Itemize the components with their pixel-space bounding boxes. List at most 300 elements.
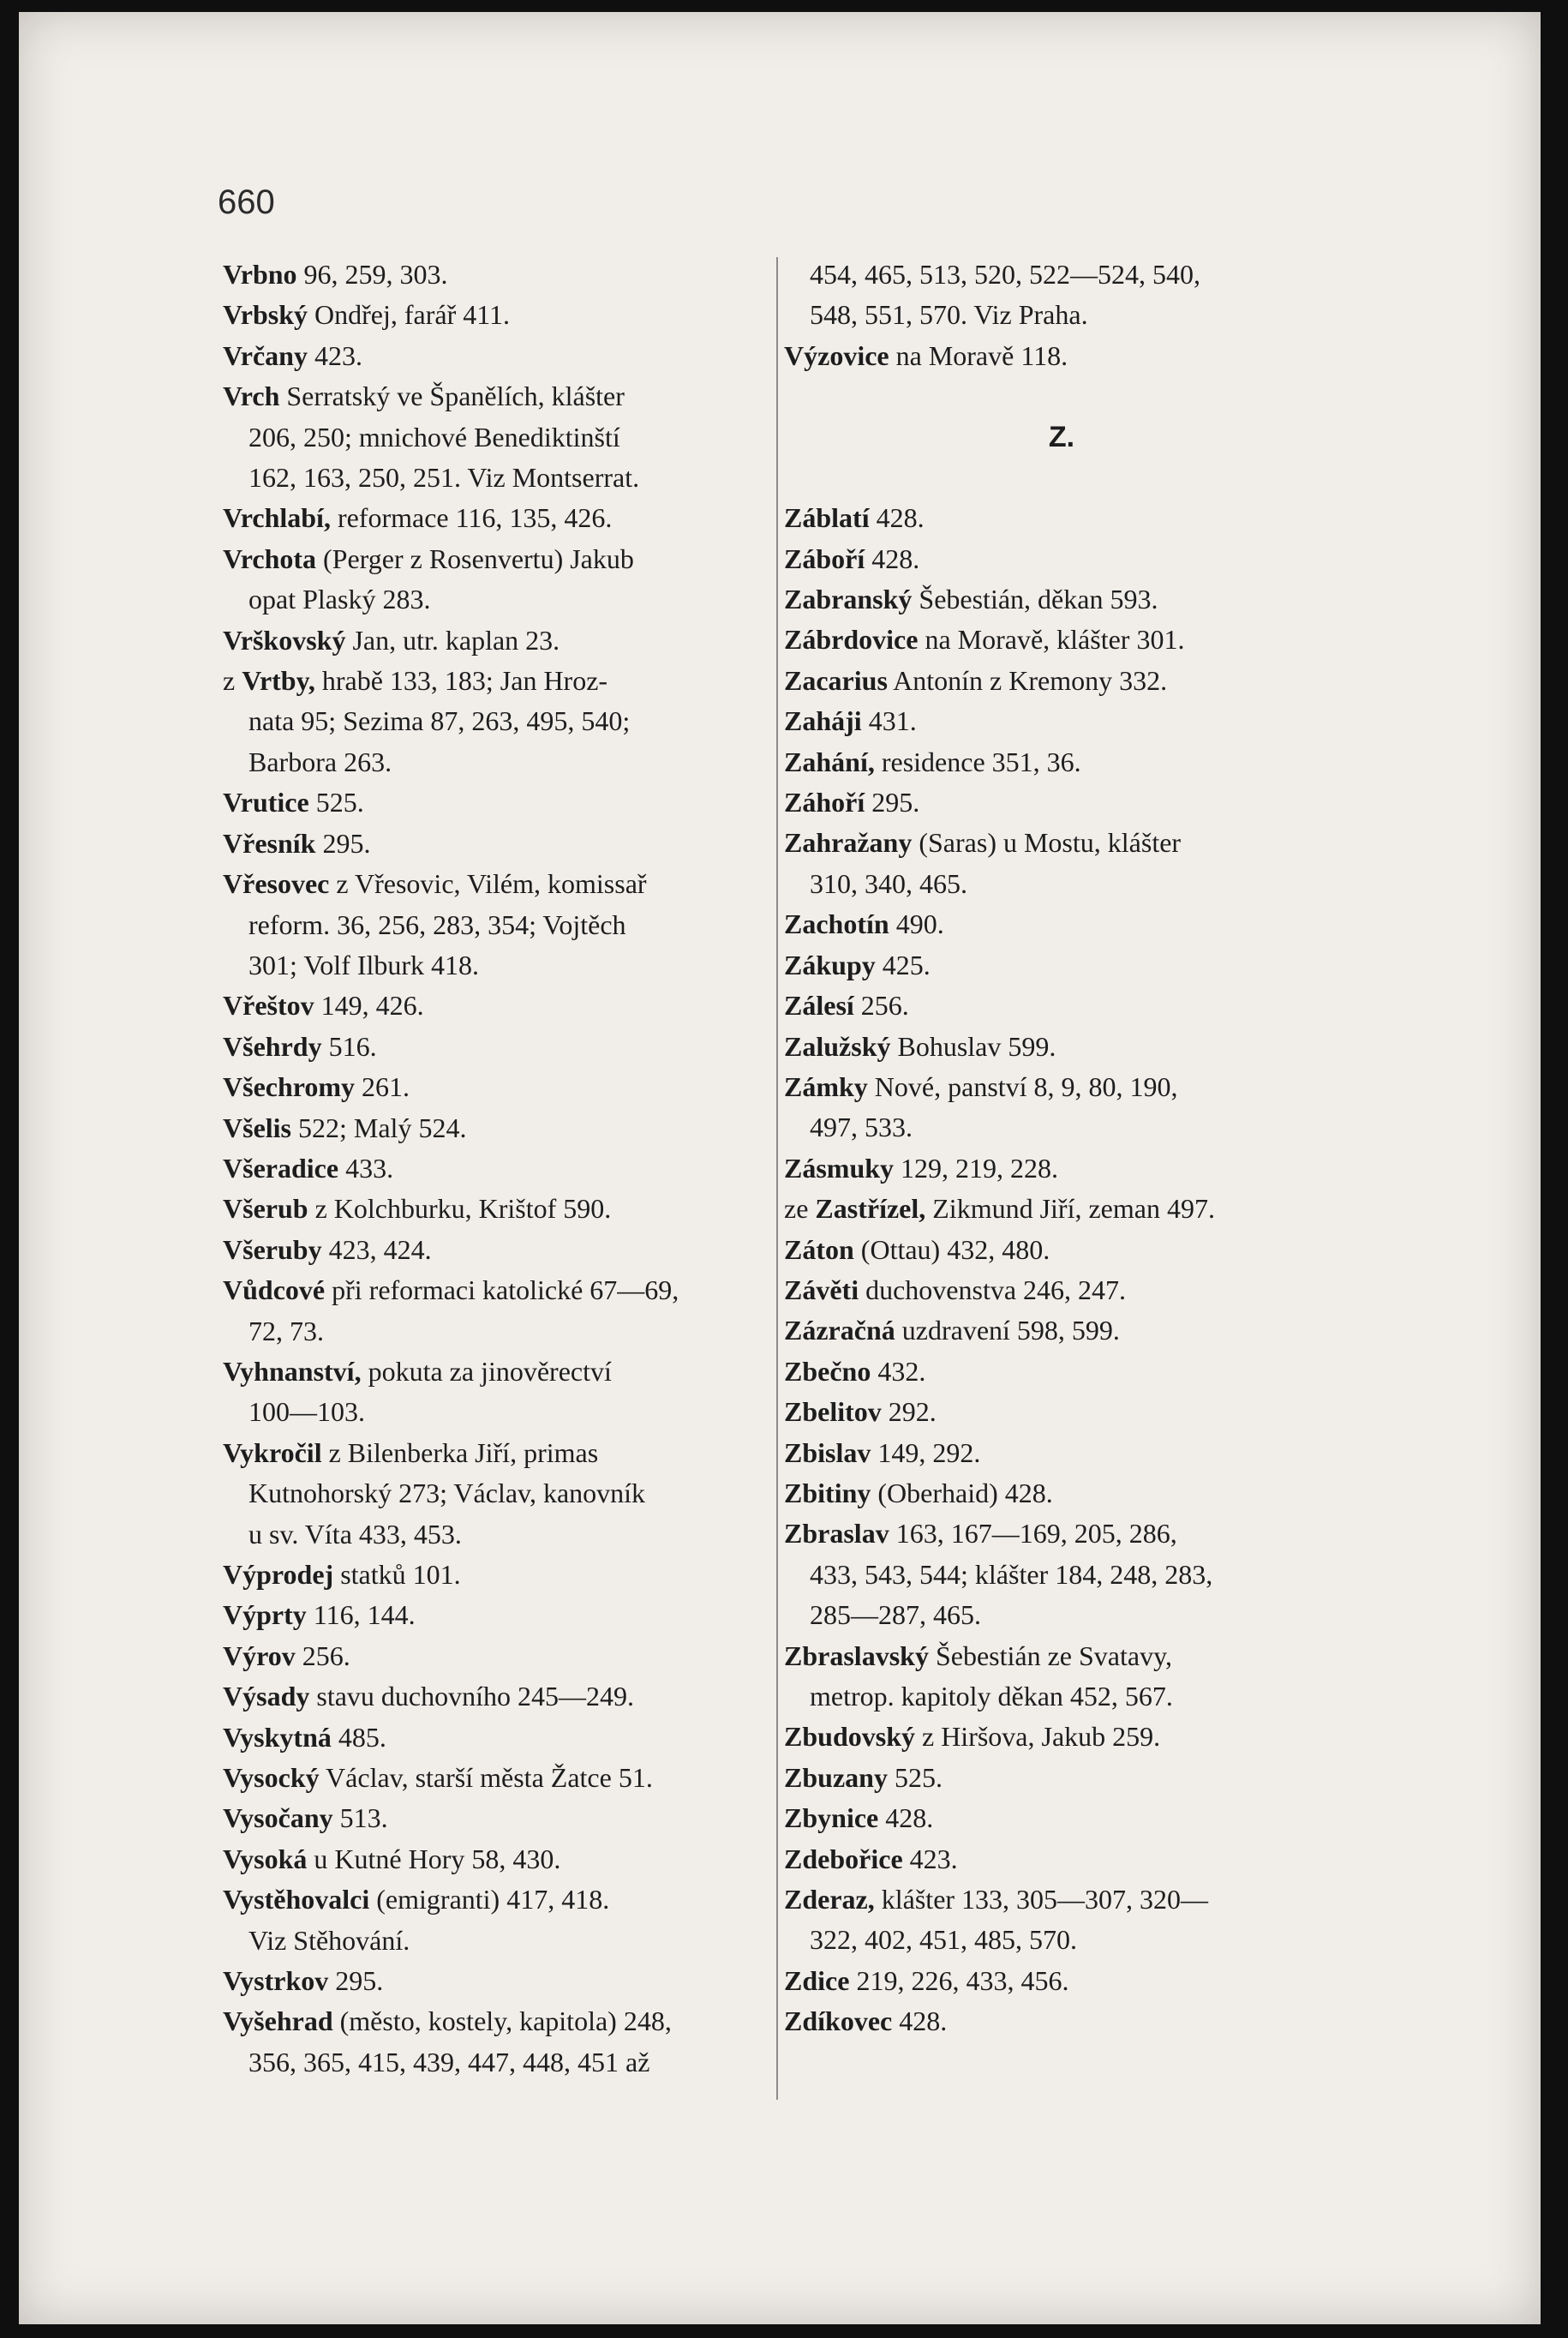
entry-first-line <box>784 1839 1339 1879</box>
entry-text: 162, 163, 250, 251. Viz Montserrat. <box>248 462 640 494</box>
entry-text: 428. <box>865 543 920 574</box>
entry-text: hrabě 133, 183; Jan Hroz- <box>314 665 608 697</box>
index-entry <box>784 661 1339 701</box>
index-entry <box>223 376 771 498</box>
index-entry <box>784 1636 1339 1718</box>
entry-text: klášter 133, 305—307, 320— <box>874 1884 1209 1915</box>
entry-text: 295. <box>865 787 920 818</box>
entry-headword: Zázračná <box>784 1315 895 1346</box>
index-entry <box>223 1879 771 1961</box>
entry-first-line <box>784 579 1339 620</box>
entry-text: u Kutné Hory 58, 430. <box>307 1843 561 1874</box>
index-entry <box>784 1879 1339 1961</box>
entry-headword: Zbuzany <box>784 1761 888 1793</box>
entry-headword: Vrtby, <box>242 665 315 697</box>
index-entry <box>784 782 1339 823</box>
entry-text: 129, 219, 228. <box>894 1152 1059 1184</box>
index-entry <box>784 336 1339 376</box>
entry-text: 428. <box>869 502 925 534</box>
entry-first-line <box>784 1189 1339 1229</box>
entry-text: 285—287, 465. <box>810 1599 981 1631</box>
entry-headword: Zásmuky <box>784 1152 895 1184</box>
entry-continuation-line <box>223 1311 771 1352</box>
entry-first-line <box>784 1270 1339 1310</box>
entry-headword: Vyhnanství, <box>223 1355 362 1387</box>
entry-first-line <box>784 823 1339 863</box>
entry-headword: Závěti <box>784 1274 859 1305</box>
entry-text: Václav, starší města Žatce 51. <box>319 1762 653 1794</box>
entry-text: 423, 424. <box>321 1233 432 1265</box>
index-entry <box>223 1961 771 2001</box>
entry-text: 219, 226, 433, 456. <box>849 1964 1069 1996</box>
index-entry <box>784 1839 1339 1879</box>
entry-first-line <box>223 1961 771 2001</box>
entry-headword: Zaháji <box>784 705 862 737</box>
entry-text: nata 95; Sezima 87, 263, 495, 540; <box>248 705 631 737</box>
entry-text: 425. <box>875 949 931 980</box>
index-entry <box>784 986 1339 1026</box>
entry-continuation-line <box>223 1473 771 1514</box>
entry-first-line <box>784 904 1339 944</box>
index-entry <box>223 986 771 1026</box>
index-entry <box>223 295 771 335</box>
entry-first-line <box>223 1758 771 1798</box>
index-column-right <box>784 255 1339 2042</box>
entry-text: Jan, utr. kaplan 23. <box>345 624 560 656</box>
index-entry <box>223 1798 771 1838</box>
index-entry <box>223 1718 771 1758</box>
entry-first-line <box>784 945 1339 986</box>
entry-first-line <box>223 1067 771 1107</box>
entry-text: u sv. Víta 433, 453. <box>248 1518 462 1550</box>
entry-text: Viz Stěhování. <box>248 1924 410 1956</box>
index-entry <box>223 498 771 538</box>
entry-first-line <box>223 1027 771 1067</box>
column-divider <box>776 257 778 2100</box>
entry-first-line <box>784 1879 1339 1920</box>
entry-headword: Vřeštov <box>223 990 314 1022</box>
entry-first-line <box>223 1148 771 1189</box>
index-entry <box>223 1027 771 1067</box>
entry-first-line <box>223 295 771 335</box>
entry-headword: Všeradice <box>223 1152 339 1184</box>
entry-headword: Záton <box>784 1233 854 1265</box>
entry-headword: Zálesí <box>784 990 854 1022</box>
index-entry <box>784 904 1339 944</box>
entry-text: 322, 402, 451, 485, 570. <box>810 1924 1077 1956</box>
entry-text: 356, 365, 415, 439, 447, 448, 451 až <box>248 2046 650 2077</box>
entry-text: stavu duchovního 245—249. <box>309 1681 634 1712</box>
entry-continuation-line <box>223 742 771 782</box>
index-entry <box>784 1310 1339 1351</box>
entry-text: 525. <box>308 787 364 818</box>
entry-text: 513. <box>332 1802 388 1834</box>
index-column-left <box>223 255 771 2083</box>
entry-headword: Zbraslav <box>784 1518 889 1550</box>
entry-headword: Vrbský <box>223 299 308 331</box>
entry-headword: Vysocký <box>223 1762 320 1794</box>
entry-headword: Vrutice <box>223 787 309 818</box>
entry-first-line <box>223 1839 771 1879</box>
index-entry <box>784 823 1339 904</box>
entry-prefix: ze <box>784 1193 816 1225</box>
entry-text: z Kolchburku, Krištof 590. <box>308 1193 612 1225</box>
entry-first-line <box>223 1352 771 1392</box>
entry-text: residence 351, 36. <box>874 746 1081 777</box>
entry-continuation-line <box>784 864 1339 904</box>
entry-continuation-line: 548, 551, 570. Viz Praha. <box>810 299 1088 331</box>
entry-continuation-line <box>223 1514 771 1555</box>
entry-text: z Vřesovic, Vilém, komissař <box>329 868 647 900</box>
entry-headword: Zbynice <box>784 1802 879 1834</box>
entry-text: (Ottau) 432, 480. <box>853 1233 1050 1265</box>
entry-text: pokuta za jinověrectví <box>361 1355 612 1387</box>
entry-continuation-line <box>223 945 771 986</box>
entry-continuation-line <box>223 579 771 620</box>
entry-first-line <box>223 2001 771 2041</box>
entry-text: 522; Malý 524. <box>291 1112 467 1143</box>
index-entry <box>784 1717 1339 1757</box>
entry-continuation-line <box>223 905 771 945</box>
entry-headword: Vykročil <box>223 1436 322 1468</box>
entry-first-line <box>784 620 1339 660</box>
entry-first-line <box>784 1433 1339 1473</box>
entry-first-line <box>784 1636 1339 1676</box>
index-entry <box>223 1352 771 1433</box>
index-entry <box>784 701 1339 741</box>
entry-text: Zikmund Jiří, zeman 497. <box>925 1193 1215 1225</box>
index-entry <box>784 1027 1339 1067</box>
entry-first-line <box>784 1352 1339 1392</box>
entry-headword: Zahání, <box>784 746 875 777</box>
entry-first-line <box>784 1230 1339 1270</box>
section-heading: Z. <box>1048 421 1075 454</box>
entry-headword: Vyšehrad <box>223 2005 333 2037</box>
entry-first-line <box>223 1879 771 1920</box>
entry-first-line <box>223 661 771 701</box>
entry-text: 292. <box>881 1396 937 1428</box>
entry-first-line <box>784 701 1339 741</box>
entry-first-line <box>784 498 1339 538</box>
entry-headword: Vrčany <box>223 339 308 371</box>
index-entry <box>784 1514 1339 1635</box>
entry-text: Bohuslav 599. <box>890 1030 1056 1062</box>
entry-first-line <box>223 376 771 417</box>
index-entry <box>784 620 1339 660</box>
entry-text: 149, 292. <box>871 1436 981 1468</box>
index-entry <box>223 1676 771 1717</box>
entry-text: (Perger z Rosenvertu) Jakub <box>316 543 634 574</box>
entry-text: 490. <box>889 908 944 940</box>
entry-headword: Zalužský <box>784 1030 891 1062</box>
entry-first-line <box>223 1636 771 1676</box>
index-entry <box>784 1473 1339 1514</box>
entry-text: z Bilenberka Jiří, primas <box>321 1436 599 1468</box>
entry-headword: Vyskytná <box>223 1721 332 1753</box>
index-entry <box>784 539 1339 579</box>
index-entry <box>223 1555 771 1595</box>
entry-headword: Vrškovský <box>223 624 346 656</box>
entry-text: (Saras) u Mostu, klášter <box>912 827 1182 859</box>
index-entry <box>784 1961 1339 2001</box>
entry-text: Barbora 263. <box>248 746 392 777</box>
entry-first-line <box>223 1676 771 1717</box>
entry-text: uzdravení 598, 599. <box>895 1315 1120 1346</box>
index-entry <box>223 824 771 864</box>
entry-text: Serratský ve Španělích, klášter <box>279 381 625 412</box>
entry-continuation-line <box>223 458 771 498</box>
index-entry <box>784 1433 1339 1473</box>
entry-headword: Vrbno <box>223 259 297 290</box>
entry-headword: Vystěhovalci <box>223 1884 370 1915</box>
entry-headword: Vřesník <box>223 827 316 859</box>
index-entry <box>784 945 1339 986</box>
entry-continuation-line <box>784 1920 1339 1960</box>
entry-text: 96, 259, 303. <box>296 259 448 290</box>
entry-headword: Zastřízel, <box>815 1193 926 1225</box>
index-entry <box>223 1270 771 1352</box>
entry-first-line <box>784 1027 1339 1067</box>
entry-text: 485. <box>331 1721 386 1753</box>
entry-text: 72, 73. <box>248 1315 324 1346</box>
entry-headword: Zbislav <box>784 1436 871 1468</box>
index-entry <box>223 255 771 295</box>
entry-headword: Vrchlabí, <box>223 502 331 534</box>
entry-headword: Výsady <box>223 1681 310 1712</box>
index-entry <box>223 1758 771 1798</box>
entry-text: 295. <box>328 1965 384 1997</box>
entry-headword: Zbraslavský <box>784 1640 929 1671</box>
index-entry <box>223 1433 771 1555</box>
entry-text: 261. <box>355 1071 410 1103</box>
entry-first-line <box>223 1108 771 1148</box>
index-entry <box>784 1352 1339 1392</box>
entry-headword: Záhoří <box>784 787 865 818</box>
entry-prefix: z <box>223 665 242 697</box>
entry-text: na Moravě, klášter 301. <box>918 624 1185 656</box>
entry-text: opat Plaský 283. <box>248 584 431 615</box>
entry-headword: Zábrdovice <box>784 624 919 656</box>
entry-headword: Vrchota <box>223 543 317 574</box>
entry-headword: Výprty <box>223 1599 307 1631</box>
entry-first-line <box>223 1595 771 1635</box>
entry-continuation-line <box>784 1107 1339 1148</box>
index-entry <box>223 620 771 661</box>
entry-first-line <box>784 1067 1339 1107</box>
entry-text: 206, 250; mnichové Benediktinští <box>248 421 620 453</box>
entry-first-line <box>784 1514 1339 1554</box>
index-entry <box>223 539 771 620</box>
entry-text: 433, 543, 544; klášter 184, 248, 283, <box>810 1558 1213 1590</box>
entry-text: reformace 116, 135, 426. <box>330 502 613 534</box>
entry-first-line <box>223 1270 771 1310</box>
entry-text: Ondřej, farář 411. <box>307 299 511 331</box>
entry-headword: Všehrdy <box>223 1030 322 1062</box>
entry-text: 423. <box>307 339 362 371</box>
entry-first-line <box>223 986 771 1026</box>
entry-continuation-line <box>784 1555 1339 1595</box>
entry-first-line <box>784 1798 1339 1838</box>
entry-first-line <box>784 661 1339 701</box>
entry-text: Kutnohorský 273; Václav, kanovník <box>248 1478 646 1509</box>
entry-continuation-line <box>223 417 771 458</box>
entry-first-line <box>784 1392 1339 1432</box>
entry-first-line <box>223 782 771 823</box>
entry-first-line <box>223 1718 771 1758</box>
index-entry <box>223 1595 771 1635</box>
entry-headword: Zacarius <box>784 664 888 696</box>
entry-text: 301; Volf Ilburk 418. <box>248 949 480 980</box>
entry-text: 163, 167—169, 205, 286, <box>889 1518 1177 1550</box>
entry-headword: Zákupy <box>784 949 876 980</box>
entry-headword: Všelis <box>223 1112 291 1143</box>
entry-text: Šebestián ze Svatavy, <box>928 1640 1172 1671</box>
index-entry <box>223 2001 771 2083</box>
entry-continuation-line <box>223 1921 771 1961</box>
entry-text: při reformaci katolické 67—69, <box>325 1274 679 1306</box>
entry-continuation-line <box>223 701 771 741</box>
page-number: 660 <box>218 183 275 221</box>
index-entry <box>223 1230 771 1270</box>
entry-text: metrop. kapitoly děkan 452, 567. <box>810 1681 1173 1712</box>
index-entry <box>223 1067 771 1107</box>
entry-text: 295. <box>315 827 371 859</box>
entry-first-line <box>223 255 771 295</box>
index-entry <box>223 661 771 782</box>
entry-continuation-line: 454, 465, 513, 520, 522—524, 540, <box>810 259 1200 290</box>
index-entry <box>784 1798 1339 1838</box>
entry-first-line <box>784 742 1339 782</box>
entry-headword: Zbelitov <box>784 1396 882 1428</box>
entry-first-line <box>223 1189 771 1229</box>
entry-first-line <box>223 1433 771 1473</box>
index-entry <box>223 1189 771 1229</box>
entry-headword: Vrch <box>223 381 280 412</box>
entry-text: 149, 426. <box>314 990 424 1022</box>
entry-headword: Výprodej <box>223 1559 334 1590</box>
entry-text: 525. <box>887 1761 943 1793</box>
entry-headword: Všechromy <box>223 1071 356 1103</box>
index-entry <box>223 1636 771 1676</box>
entry-headword: Zdíkovec <box>784 2005 893 2037</box>
entry-headword: Zahražany <box>784 827 913 859</box>
entry-first-line <box>223 498 771 538</box>
index-entry <box>784 579 1339 620</box>
entry-text: 423. <box>902 1843 958 1874</box>
entry-text: Nové, panství 8, 9, 80, 190, <box>867 1070 1178 1102</box>
index-entry <box>223 1108 771 1148</box>
entry-headword: Zachotín <box>784 908 889 940</box>
entry-first-line <box>223 1555 771 1595</box>
entry-first-line <box>784 1717 1339 1757</box>
entry-text: 116, 144. <box>306 1599 416 1631</box>
index-entry <box>784 1270 1339 1310</box>
entry-text: z Hiršova, Jakub 259. <box>914 1721 1161 1753</box>
entry-continuation-line <box>223 1392 771 1432</box>
entry-continuation-line <box>784 1676 1339 1717</box>
entry-text: 428. <box>892 2005 948 2037</box>
entry-first-line <box>784 1310 1339 1351</box>
entry-headword: Vřesovec <box>223 868 330 900</box>
index-entry <box>223 782 771 823</box>
entry-text: 497, 533. <box>810 1112 913 1143</box>
entry-first-line <box>784 1758 1339 1798</box>
entry-text: Antonín z Kremony 332. <box>887 664 1168 696</box>
entry-headword: Výzovice <box>784 339 889 371</box>
index-entry <box>784 1148 1339 1189</box>
entry-headword: Vysočany <box>223 1802 333 1834</box>
entry-text: 431. <box>861 705 917 737</box>
index-entry <box>784 498 1339 538</box>
entry-headword: Zderaz, <box>784 1884 875 1915</box>
entry-text: 310, 340, 465. <box>810 867 967 899</box>
entry-text: Šebestián, děkan 593. <box>912 584 1158 615</box>
entry-headword: Vůdcové <box>223 1274 326 1306</box>
entry-headword: Zbudovský <box>784 1721 915 1753</box>
entry-first-line <box>223 336 771 376</box>
entry-headword: Vysoká <box>223 1843 308 1874</box>
entry-headword: Zbečno <box>784 1355 871 1387</box>
entry-headword: Zdebořice <box>784 1843 903 1874</box>
index-entry <box>784 2001 1339 2041</box>
index-entry <box>784 1230 1339 1270</box>
entry-text: 432. <box>871 1355 926 1387</box>
entry-first-line <box>784 2001 1339 2041</box>
index-entry <box>784 1189 1339 1229</box>
entry-text: duchovenstva 246, 247. <box>859 1274 1127 1305</box>
index-entry <box>223 1148 771 1189</box>
entry-continuation-line <box>223 2042 771 2083</box>
entry-headword: Zdice <box>784 1964 850 1996</box>
book-page <box>19 12 1541 2324</box>
entry-headword: Všerub <box>223 1193 308 1225</box>
index-entry <box>784 1758 1339 1798</box>
entry-first-line <box>784 336 1339 376</box>
entry-headword: Záboří <box>784 543 865 574</box>
entry-first-line <box>784 1148 1339 1189</box>
entry-text: 433. <box>338 1152 394 1184</box>
entry-text: 100—103. <box>248 1396 365 1428</box>
entry-first-line <box>784 1961 1339 2001</box>
index-entry <box>784 1392 1339 1432</box>
entry-first-line <box>784 986 1339 1026</box>
entry-continuation <box>784 255 1339 336</box>
entry-first-line <box>223 539 771 579</box>
entry-continuation-line <box>784 1595 1339 1635</box>
index-entry <box>784 742 1339 782</box>
index-entry <box>223 336 771 376</box>
entry-text: (emigranti) 417, 418. <box>369 1884 610 1915</box>
entry-first-line <box>223 1798 771 1838</box>
entry-headword: Vystrkov <box>223 1965 329 1997</box>
entry-first-line <box>784 782 1339 823</box>
entry-first-line <box>784 539 1339 579</box>
entry-headword: Všeruby <box>223 1233 322 1265</box>
entry-headword: Výrov <box>223 1640 296 1671</box>
entry-first-line <box>784 1473 1339 1514</box>
entry-text: reform. 36, 256, 283, 354; Vojtěch <box>248 908 626 940</box>
entry-first-line <box>223 1230 771 1270</box>
entry-text: 516. <box>321 1030 377 1062</box>
entry-text: (město, kostely, kapitola) 248, <box>332 2005 672 2037</box>
index-entry <box>223 1839 771 1879</box>
index-entry <box>784 1067 1339 1148</box>
entry-text: statků 101. <box>333 1559 461 1590</box>
entry-first-line <box>223 824 771 864</box>
entry-headword: Zbitiny <box>784 1477 871 1508</box>
entry-text: 256. <box>295 1640 350 1671</box>
entry-text: 428. <box>878 1802 934 1834</box>
